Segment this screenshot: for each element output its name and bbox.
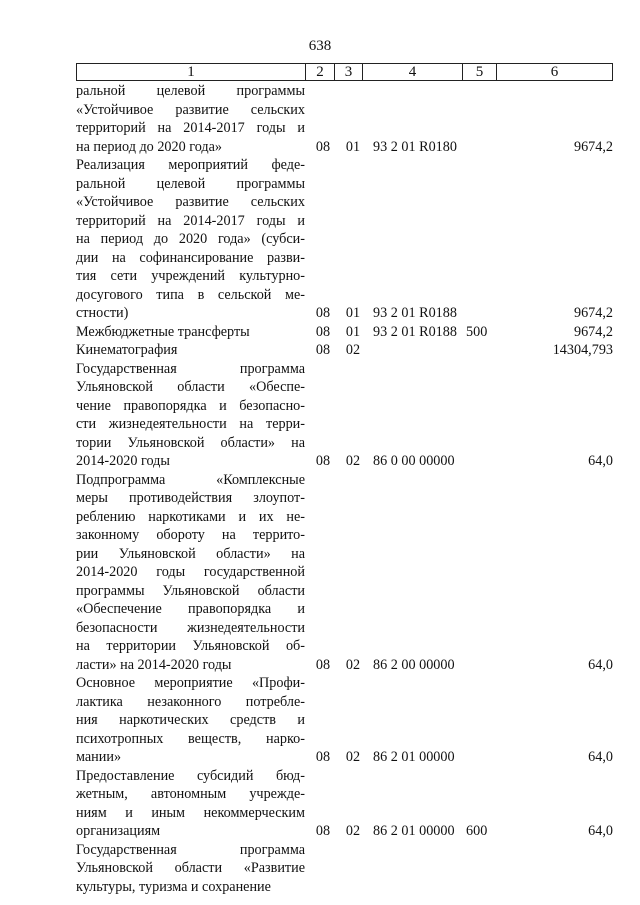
subsection-code: 01 [345, 138, 361, 155]
description-line: Ульяновской области «Обеспе- [76, 379, 305, 395]
subsection-code: 01 [345, 323, 361, 340]
table-row [76, 156, 613, 323]
description-line: рии Ульяновской области» на [76, 545, 305, 562]
description-line: Ульяновской области «Развитие [76, 860, 305, 876]
section-code: 08 [315, 138, 331, 155]
description-line: на период до 2020 года» (субси- [76, 231, 305, 247]
row-description [76, 674, 305, 767]
description-line: Государственная программа [76, 841, 305, 858]
row-description [76, 471, 305, 675]
header-col-5: 5 [463, 64, 497, 80]
description-line: 2014-2020 годы государственной [76, 564, 305, 580]
target-article-code: 86 0 00 00000 [373, 453, 455, 469]
amount: 9674,2 [573, 323, 613, 340]
description-line: безопасности жизнедеятельности [76, 619, 305, 636]
target-article-code: 93 2 01 R0188 [373, 305, 457, 321]
subsection-code: 02 [345, 823, 361, 839]
description-line: программы Ульяновской области [76, 582, 305, 599]
target-article-code: 86 2 01 00000 [373, 823, 455, 839]
description-line: Государственная программа [76, 360, 305, 377]
section-code: 08 [315, 823, 331, 839]
section-code: 08 [315, 305, 331, 321]
description-line: дии на софинансирование разви- [76, 249, 305, 266]
description-line: ральной целевой программы [76, 175, 305, 192]
description-line: Основное мероприятие «Профи- [76, 675, 305, 691]
table-row [76, 82, 613, 156]
amount: 64,0 [588, 749, 613, 765]
subsection-code: 02 [345, 656, 361, 673]
description-line: на период до 2020 года» [76, 138, 223, 155]
description-line: законному обороту на террито- [76, 527, 305, 543]
description-line: культуры, туризма и сохранение [76, 878, 271, 895]
subsection-code: 01 [345, 305, 361, 321]
header-col-6: 6 [550, 64, 559, 80]
expense-type-code [466, 748, 494, 767]
row-description [76, 82, 305, 156]
description-line: тории Ульяновской области» на [76, 434, 305, 451]
description-line: ральной целевой программы [76, 83, 305, 99]
expense-type-code: 600 [466, 823, 488, 839]
target-article-code: 86 2 00 00000 [373, 656, 455, 673]
table-row [76, 323, 613, 342]
amount: 9674,2 [573, 138, 613, 155]
table-row [76, 471, 613, 675]
description-line: меры противодействия злоупот- [76, 490, 305, 506]
table-row [76, 674, 613, 767]
target-article-code: 93 2 01 R0188 [373, 323, 457, 340]
target-article-code: 93 2 01 R0180 [373, 138, 457, 155]
target-article-code: 86 2 01 00000 [373, 749, 455, 765]
description-line: «Устойчивое развитие сельских [76, 101, 305, 118]
expense-type-code [466, 304, 494, 323]
description-line: Реализация мероприятий феде- [76, 157, 305, 173]
header-col-1: 1 [77, 64, 306, 80]
table-row [76, 360, 613, 471]
description-line: чение правопорядка и безопасно- [76, 397, 305, 414]
section-code: 08 [315, 323, 331, 340]
row-description [76, 360, 305, 471]
header-col-3: 3 [335, 64, 363, 80]
row-description [76, 156, 305, 323]
header-col-4: 4 [363, 64, 463, 80]
expense-type-code [466, 656, 494, 675]
page-number: 638 [308, 38, 332, 54]
section-code: 08 [315, 749, 331, 765]
expense-type-code: 500 [466, 323, 488, 340]
row-description [76, 767, 305, 841]
description-line: на территории Ульяновской об- [76, 638, 305, 654]
description-line: Предоставление субсидий бюд- [76, 767, 305, 784]
section-code [309, 878, 337, 897]
description-line: «Устойчивое развитие сельских [76, 194, 305, 210]
description-line: жетным, автономным учрежде- [76, 786, 305, 802]
header-col-2: 2 [306, 64, 335, 80]
section-code: 08 [315, 342, 331, 358]
description-line: мании» [76, 749, 122, 765]
table-row [76, 841, 613, 897]
row-description [76, 323, 305, 342]
amount [496, 878, 613, 897]
expense-type-code [466, 138, 494, 157]
row-description [76, 341, 305, 360]
section-code: 08 [315, 656, 331, 673]
row-description [76, 841, 305, 897]
table-row [76, 767, 613, 841]
amount: 64,0 [588, 453, 613, 469]
expense-type-code [466, 878, 494, 897]
description-line: ния наркотических средств и [76, 712, 305, 728]
description-line: Подпрограмма «Комплексные [76, 471, 305, 488]
expense-type-code [466, 452, 494, 471]
description-line: Межбюджетные трансферты [76, 323, 250, 340]
description-line: ласти» на 2014-2020 годы [76, 656, 232, 673]
description-line: территорий на 2014-2017 годы и [76, 212, 305, 229]
description-line: психотропных веществ, нарко- [76, 730, 305, 747]
subsection-code: 02 [345, 453, 361, 469]
amount: 9674,2 [573, 305, 613, 321]
table-header [76, 63, 613, 81]
table-row [76, 341, 613, 360]
description-line: 2014-2020 годы [76, 453, 170, 469]
description-line: организациям [76, 823, 161, 839]
description-line: тия сети учреждений культурно- [76, 268, 305, 284]
budget-table-body [76, 82, 613, 896]
description-line: «Обеспечение правопорядка и [76, 601, 305, 617]
description-line: реблению наркотиками и их не- [76, 508, 305, 525]
amount: 14304,793 [552, 342, 613, 358]
amount: 64,0 [588, 823, 613, 839]
description-line: сти жизнедеятельности на терри- [76, 416, 305, 432]
section-code: 08 [315, 453, 331, 469]
description-line: стности) [76, 305, 129, 321]
description-line: ниям и иным некоммерческим [76, 804, 305, 821]
description-line: лактика незаконного потребле- [76, 693, 305, 710]
description-line: досугового типа в сельской ме- [76, 286, 305, 303]
subsection-code: 02 [345, 342, 361, 358]
description-line: территорий на 2014-2017 годы и [76, 120, 305, 136]
expense-type-code [466, 341, 494, 360]
subsection-code: 02 [345, 749, 361, 765]
amount: 64,0 [588, 656, 613, 673]
subsection-code [338, 878, 368, 897]
description-line: Кинематография [76, 342, 178, 358]
